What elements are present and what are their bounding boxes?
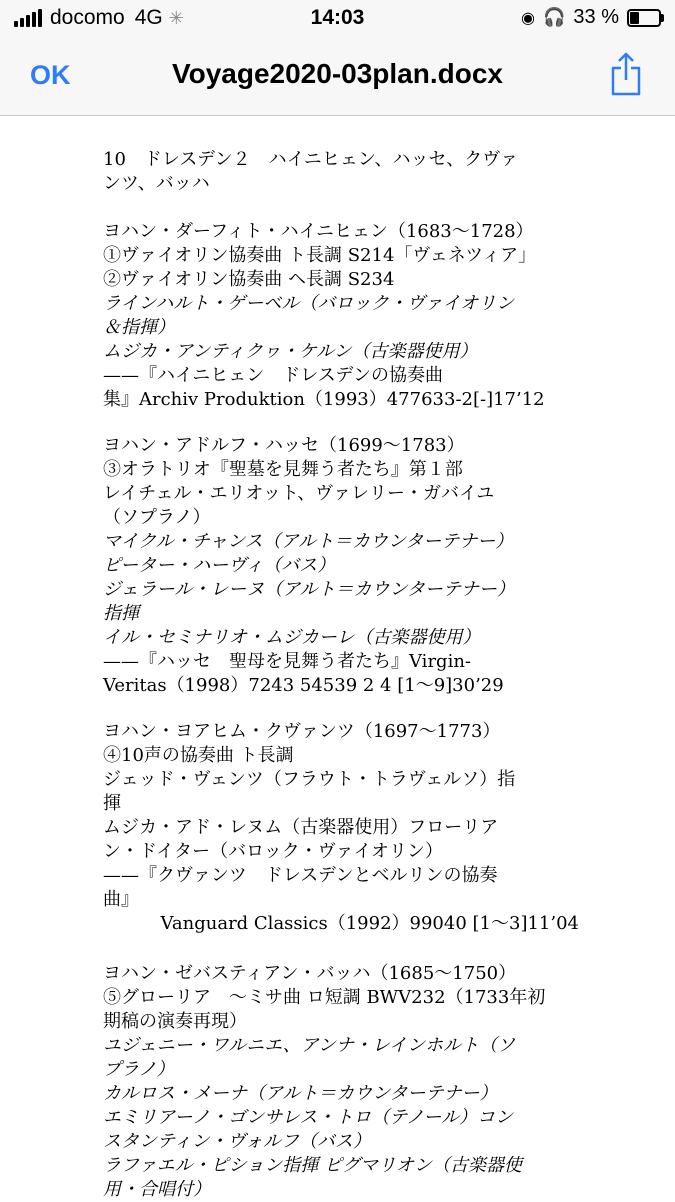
album-line: 曲』 [103, 889, 139, 910]
carrier-name: docomo [50, 6, 125, 29]
album-line: ——『ハッセ 聖母を見舞う者たち』Virgin- [103, 651, 471, 672]
performer-line: ジェラール・レーヌ（アルト＝カウンターテナー） [103, 579, 515, 600]
performer-line: ン・ドイター（バロック・ヴァイオリン） [103, 841, 444, 862]
work-line: ④10声の協奏曲 ト長調 [103, 745, 294, 766]
album-line: ——『クヴァンツ ドレスデンとベルリンの協奏 [103, 865, 498, 886]
performer-line: ピーター・ハーヴィ（バス） [103, 555, 336, 576]
composer-line: ヨハン・ダーフィト・ハイニヒェン（1683〜1728） [103, 221, 534, 242]
text-line: ンツ、バッハ [103, 173, 210, 194]
performer-line: （ソプラノ） [103, 507, 211, 528]
work-line: ②ヴァイオリン協奏曲 ヘ長調 S234 [103, 269, 395, 290]
performer-line: プラノ） [103, 1059, 175, 1080]
composer-line: ヨハン・アドルフ・ハッセ（1699〜1783） [103, 435, 465, 456]
share-button[interactable] [609, 52, 643, 96]
work-line: ⑤グローリア 〜ミサ曲 ロ短調 BWV232（1733年初 [103, 987, 546, 1008]
section-quantz [103, 720, 579, 936]
share-icon [609, 52, 643, 96]
performer-line: エミリアーノ・ゴンサレス・トロ（テノール）コン [103, 1107, 514, 1128]
work-line: ①ヴァイオリン協奏曲 ト長調 S214「ヴェネツィア」 [103, 245, 537, 266]
status-right [521, 6, 661, 29]
text-line: 10 ドレスデン２ ハイニヒェン、ハッセ、クヴァ [103, 149, 519, 170]
network-type: 4G [134, 6, 163, 29]
performer-line: ムジカ・アド・レヌム（古楽器使用）フローリア [103, 817, 499, 838]
doc-heading [103, 148, 579, 196]
activity-spinner-icon: ✳ [168, 7, 184, 28]
section-hasse [103, 434, 579, 698]
performer-line: 指揮 [103, 603, 139, 624]
performer-line: ムジカ・アンティクヮ・ケルン（古楽器使用） [103, 341, 478, 362]
orientation-lock-icon: ◉ [521, 9, 535, 27]
status-bar [0, 0, 675, 40]
section-heinichen [103, 220, 579, 412]
album-line: Veritas（1998）7243 54539 2 4 [1〜9]30’29 [103, 675, 504, 696]
navigation-bar [0, 40, 675, 116]
battery-percent: 33 % [573, 6, 619, 28]
section-bach [103, 962, 579, 1202]
performer-line: ラインハルト・ゲーベル（バロック・ヴァイオリン [103, 293, 515, 314]
performer-line: イル・セミナリオ・ムジカーレ（古楽器使用） [103, 627, 481, 648]
battery-level [630, 12, 639, 24]
performer-line: レイチェル・エリオット、ヴァレリー・ガバイユ [103, 483, 495, 504]
work-line: ③オラトリオ『聖墓を見舞う者たち』第１部 [103, 459, 463, 480]
battery-icon [627, 9, 661, 27]
ok-button[interactable]: OK [30, 60, 71, 90]
performer-line: 揮 [103, 793, 121, 814]
document-content[interactable] [0, 116, 675, 1200]
composer-line: ヨハン・ヨアヒム・クヴァンツ（1697〜1773） [103, 721, 501, 742]
album-line: ——『ハイニヒェン ドレスデンの協奏曲 [103, 365, 444, 386]
performer-line: ジェッド・ヴェンツ（フラウト・トラヴェルソ）指 [103, 769, 516, 790]
performer-line: マイクル・チャンス（アルト＝カウンターテナー） [103, 531, 514, 552]
headphones-icon: 🎧 [542, 7, 566, 27]
performer-line: ＆指揮） [103, 317, 175, 338]
status-time: 14:03 [310, 6, 365, 29]
performer-line: カルロス・メーナ（アルト＝カウンターテナー） [103, 1083, 498, 1104]
performer-line: ラファエル・ピション指揮 ピグマリオン（古楽器使 [103, 1155, 522, 1176]
album-line: 集』Archiv Produktion（1993）477633-2[-]17’12 [103, 389, 545, 410]
album-line: Vanguard Classics（1992）99040 [1〜3]11’04 [160, 913, 579, 934]
performer-line: ユジェニー・ワルニエ、アンナ・レインホルト（ソ [103, 1035, 516, 1056]
performer-line: 用・合唱付） [103, 1179, 211, 1200]
performer-line: スタンティン・ヴォルフ（バス） [103, 1131, 371, 1152]
composer-line: ヨハン・ゼバスティアン・バッハ（1685〜1750） [103, 963, 517, 984]
work-line: 期稿の演奏再現） [103, 1011, 247, 1032]
document-title: Voyage2020-03plan.docx [172, 58, 503, 89]
